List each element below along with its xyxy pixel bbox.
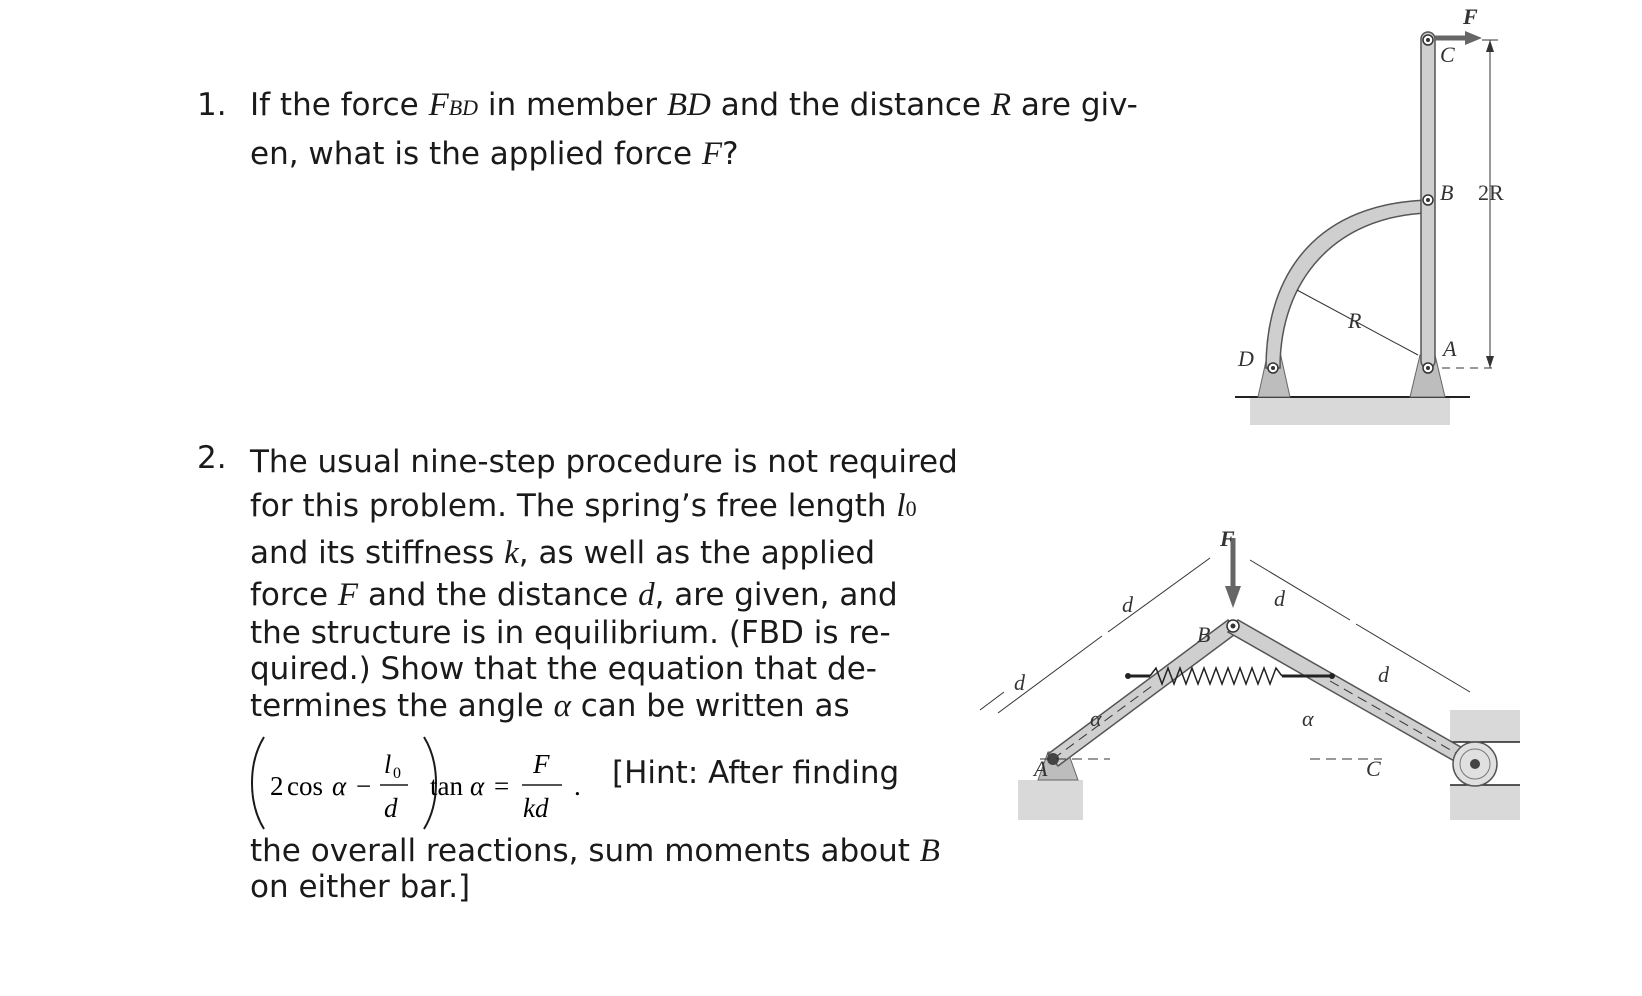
force-arrow-head (1465, 31, 1482, 45)
eq-frac-num-sub: 0 (393, 765, 401, 782)
eq-minus: − (356, 771, 372, 801)
figure-1-frame (1200, 0, 1520, 430)
label-d-upper-left: d (1122, 592, 1133, 617)
dimension-arrow-up (1486, 40, 1494, 52)
roller-guide-top (1450, 710, 1520, 742)
problem-2-line-6: quired.) Show that the equation that de- (250, 651, 877, 687)
label-b: B (1197, 622, 1211, 647)
problem-2-line-1: The usual nine-step procedure is not required (250, 444, 958, 480)
spring-anchor-right (1329, 673, 1335, 679)
eq-rhs-num: F (533, 749, 550, 779)
pin-a-center (1426, 366, 1430, 370)
ground-shade (1250, 397, 1450, 425)
eq-alpha-2: α (470, 771, 485, 801)
force-arrow-head (1225, 586, 1241, 608)
hint-text: [Hint: After finding (612, 755, 900, 791)
label-c: C (1366, 756, 1381, 781)
bar-bc (1228, 620, 1480, 770)
problem-2-line-7: termines the angle α can be written as (250, 688, 850, 724)
problem-2-line-2: for this problem. The spring’s free length l0 (250, 488, 917, 524)
label-a: A (1443, 336, 1457, 361)
pin-d-center (1271, 366, 1275, 370)
equation (250, 725, 590, 833)
curved-member-bd (1266, 200, 1429, 368)
problem-number: 2. (197, 440, 227, 476)
problem-2 (197, 440, 958, 905)
eq-alpha: α (332, 771, 347, 801)
pin-c (1470, 759, 1480, 769)
label-d: D (1238, 346, 1254, 371)
pin-b-center (1231, 624, 1236, 629)
eq-rhs-den: kd (523, 793, 549, 823)
eq-coef: 2 (270, 771, 284, 801)
eq-cos: cos (287, 771, 323, 801)
label-force-f: F (1463, 4, 1478, 29)
label-d-upper-right: d (1274, 586, 1285, 611)
eq-frac-num: l (384, 750, 392, 779)
label-alpha-left: α (1090, 706, 1102, 731)
dim-line-right-upper (1250, 560, 1350, 620)
ground-right (1450, 785, 1520, 820)
problem-1-line-2: en, what is the applied force F? (250, 136, 739, 172)
pin-c-center (1426, 38, 1430, 42)
dim-line-right-lower (1356, 624, 1470, 692)
pin-b-center (1426, 198, 1430, 202)
problem-2-line-9: the overall reactions, sum moments about B (250, 833, 940, 869)
left-paren (252, 737, 264, 829)
spring-anchor-left (1125, 673, 1131, 679)
dim-tick-left-1 (980, 692, 1004, 710)
problem-2-line-10: on either bar.] (250, 869, 471, 905)
label-force-f: F (1220, 526, 1235, 551)
eq-equals: = (494, 771, 510, 801)
problem-2-line-3: and its stiffness k, as well as the applied (250, 535, 876, 571)
ground-left (1018, 780, 1083, 820)
problem-number: 1. (197, 87, 227, 123)
label-d-lower-right: d (1378, 662, 1389, 687)
eq-frac-den: d (384, 793, 398, 823)
problem-2-line-4: force F and the distance d, are given, and (250, 577, 898, 613)
dimension-arrow-down (1486, 356, 1494, 368)
figure-2-linkage (1010, 526, 1530, 860)
problem-1 (197, 82, 1138, 177)
label-alpha-right: α (1302, 706, 1314, 731)
equation-line (250, 725, 958, 833)
eq-tan: tan (430, 771, 463, 801)
label-d-lower-left: d (1014, 670, 1025, 695)
problem-1-line-1: If the force FBD in member BD and the distance R are giv- (250, 87, 1138, 123)
eq-period: . (574, 771, 581, 801)
label-b: B (1440, 180, 1454, 205)
label-a: A (1034, 756, 1048, 781)
label-2r: 2R (1478, 180, 1504, 205)
problem-2-line-5: the structure is in equilibrium. (FBD is re- (250, 615, 891, 651)
label-r: R (1348, 308, 1362, 333)
label-c: C (1440, 42, 1455, 67)
